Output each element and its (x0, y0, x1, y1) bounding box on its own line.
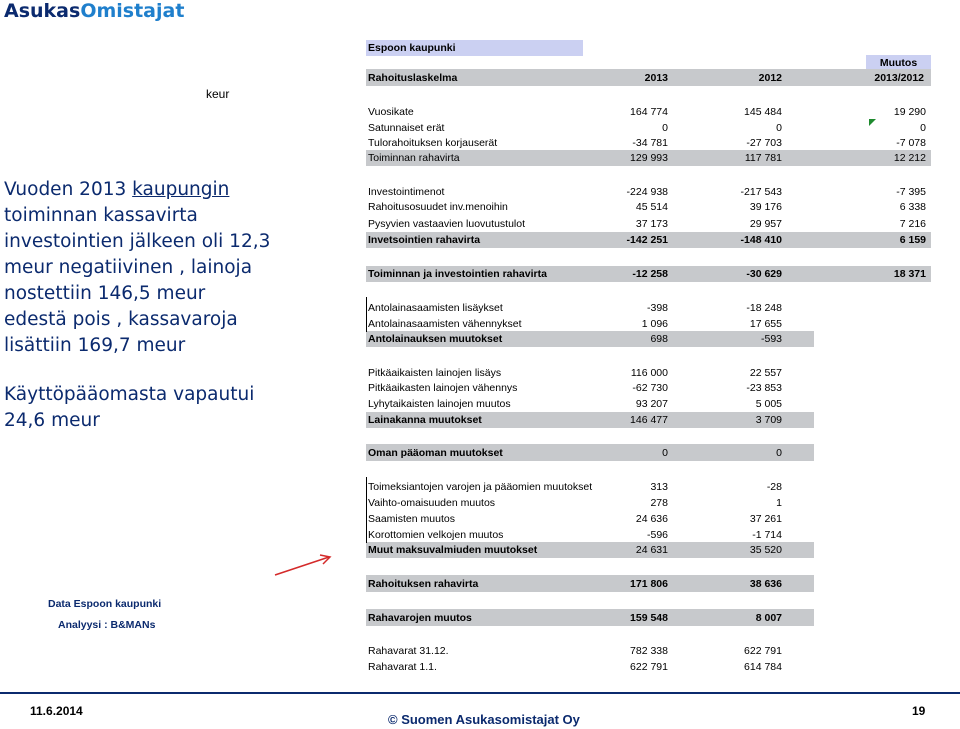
row-value-2012: 17 655 (749, 318, 782, 330)
row-value-2013: 24 636 (635, 513, 668, 525)
row-label: Antolainauksen muutokset (368, 333, 503, 345)
row-label: Pitkäaikasten lainojen vähennys (368, 382, 518, 394)
row-label: Oman pääoman muutokset (368, 447, 503, 459)
row-value-2013: -142 251 (626, 234, 668, 246)
row-value-2012: -27 703 (746, 137, 782, 149)
analysis-note: Analyysi : B&MANs (58, 619, 156, 631)
row-value-2012: -30 629 (746, 268, 782, 280)
row-value-2013: 0 (662, 447, 668, 459)
row-value-change: -7 395 (896, 186, 926, 198)
row-value-change: 6 159 (899, 234, 926, 246)
row-label: Toimeksiantojen varojen ja pääomien muutokset (368, 481, 593, 493)
change-label: Muutos (879, 57, 918, 69)
commentary-paragraph-1 (4, 177, 270, 359)
row-value-change: -7 078 (896, 137, 926, 149)
row-value-2012: -593 (760, 333, 782, 345)
row-value-2012: 35 520 (749, 544, 782, 556)
row-value-2013: -398 (646, 302, 668, 314)
entity-name: Espoon kaupunki (368, 42, 456, 54)
row-value-2012: 0 (776, 447, 782, 459)
commentary-text: Käyttöpääomasta vapautui (4, 384, 255, 405)
row-value-2013: 129 993 (630, 152, 668, 164)
row-value-2012: 22 557 (749, 367, 782, 379)
commentary-text: meur negatiivinen , lainoja (4, 257, 253, 278)
unit-label: keur (206, 87, 230, 101)
row-label: Vaihto-omaisuuden muutos (368, 497, 496, 509)
commentary-text: 24,6 meur (4, 410, 100, 431)
row-label: Saamisten muutos (368, 513, 455, 525)
row-label: Vuosikate (368, 106, 414, 118)
row-value-change: 0 (920, 122, 926, 134)
row-label: Rahavarojen muutos (368, 612, 472, 624)
row-label: Pysyvien vastaavien luovutustulot (368, 218, 526, 230)
row-value-2012: 37 261 (749, 513, 782, 525)
row-label: Rahavarat 1.1. (368, 661, 437, 673)
row-value-2013: 45 514 (635, 201, 668, 213)
row-value-2013: -12 258 (632, 268, 668, 280)
row-value-2012: 622 791 (744, 645, 782, 657)
commentary-text: edestä pois , kassavaroja (4, 309, 238, 330)
row-value-2012: 145 484 (744, 106, 782, 118)
row-value-change: 19 290 (893, 106, 926, 118)
row-label: Korottomien velkojen muutos (368, 529, 504, 541)
row-value-change: 12 212 (893, 152, 926, 164)
row-value-2013: 164 774 (630, 106, 668, 118)
row-value-2012: -1 714 (752, 529, 782, 541)
row-value-2012: -18 248 (746, 302, 782, 314)
row-value-2013: -62 730 (632, 382, 668, 394)
row-value-2012: 29 957 (749, 218, 782, 230)
page-number: 19 (912, 704, 926, 718)
row-value-2012: -217 543 (740, 186, 782, 198)
row-value-2013: 1 096 (641, 318, 668, 330)
row-value-2012: -23 853 (746, 382, 782, 394)
row-value-change: 7 216 (899, 218, 926, 230)
col-header-2013: 2013 (644, 72, 668, 84)
source-note: Data Espoon kaupunki (48, 598, 162, 610)
group-border (366, 477, 367, 543)
row-value-2013: -596 (646, 529, 668, 541)
brand-part2: Omistajat (80, 0, 185, 22)
row-label: Pitkäaikaisten lainojen lisäys (368, 367, 502, 379)
comment-marker-icon (869, 119, 877, 127)
row-value-2012: 5 005 (755, 398, 782, 410)
group-border (366, 297, 367, 332)
row-value-2012: -148 410 (740, 234, 782, 246)
row-value-2012: 614 784 (744, 661, 782, 673)
commentary-text-underlined: kaupungin (132, 179, 230, 200)
row-value-2012: 0 (776, 122, 782, 134)
row-value-2013: 278 (650, 497, 668, 509)
row-label: Tulorahoituksen korjauserät (368, 137, 498, 149)
row-label: Antolainasaamisten lisäykset (368, 302, 503, 314)
commentary-text: toiminnan kassavirta (4, 205, 198, 226)
footer-copyright: © Suomen Asukasomistajat Oy (388, 712, 580, 727)
col-header-change: 2013/2012 (874, 72, 924, 84)
row-label: Toiminnan rahavirta (368, 152, 460, 164)
row-value-2013: 171 806 (630, 578, 668, 590)
row-value-2013: 622 791 (630, 661, 668, 673)
row-label: Rahavarat 31.12. (368, 645, 449, 657)
row-value-2012: -28 (766, 481, 782, 493)
row-label: Satunnaiset erät (368, 122, 445, 134)
row-label: Rahoitusosuudet inv.menoihin (368, 201, 508, 213)
row-value-2013: 146 477 (630, 414, 668, 426)
row-value-2013: -34 781 (632, 137, 668, 149)
commentary-text: lisättiin 169,7 meur (4, 335, 186, 356)
red-arrow-icon (273, 552, 335, 578)
row-value-2013: 0 (662, 122, 668, 134)
row-value-2012: 39 176 (749, 201, 782, 213)
row-value-2012: 117 781 (744, 152, 782, 164)
row-value-2013: 159 548 (630, 612, 668, 624)
row-label: Lainakanna muutokset (368, 414, 482, 426)
row-value-2012: 8 007 (755, 612, 782, 624)
col-header-2012: 2012 (758, 72, 782, 84)
row-value-2013: 698 (650, 333, 668, 345)
row-value-2013: 24 631 (635, 544, 668, 556)
row-value-2012: 38 636 (749, 578, 782, 590)
row-label: Investointimenot (368, 186, 445, 198)
commentary-text: investointien jälkeen oli 12,3 (4, 231, 271, 252)
row-value-change: 6 338 (899, 201, 926, 213)
brand-part1: Asukas (4, 0, 81, 22)
commentary-paragraph-2 (4, 382, 254, 434)
row-value-2012: 1 (776, 497, 782, 509)
table-title: Rahoituslaskelma (368, 72, 458, 84)
row-value-2013: 37 173 (635, 218, 668, 230)
row-label: Antolainasaamisten vähennykset (368, 318, 522, 330)
row-value-2013: 313 (650, 481, 668, 493)
row-value-2013: 116 000 (630, 367, 668, 379)
row-label: Rahoituksen rahavirta (368, 578, 479, 590)
row-label: Muut maksuvalmiuden muutokset (368, 544, 538, 556)
row-label: Lyhytaikaisten lainojen muutos (368, 398, 511, 410)
commentary-text: nostettiin 146,5 meur (4, 283, 206, 304)
row-value-change: 18 371 (893, 268, 926, 280)
footer-divider (0, 692, 960, 694)
footer-date: 11.6.2014 (30, 704, 83, 718)
row-label: Invetsointien rahavirta (368, 234, 481, 246)
row-value-2012: 3 709 (755, 414, 782, 426)
commentary-text: Vuoden 2013 (4, 179, 133, 200)
brand-logo (4, 0, 184, 22)
row-value-2013: 93 207 (635, 398, 668, 410)
row-value-2013: -224 938 (626, 186, 668, 198)
row-label: Toiminnan ja investointien rahavirta (368, 268, 547, 280)
row-value-2013: 782 338 (630, 645, 668, 657)
